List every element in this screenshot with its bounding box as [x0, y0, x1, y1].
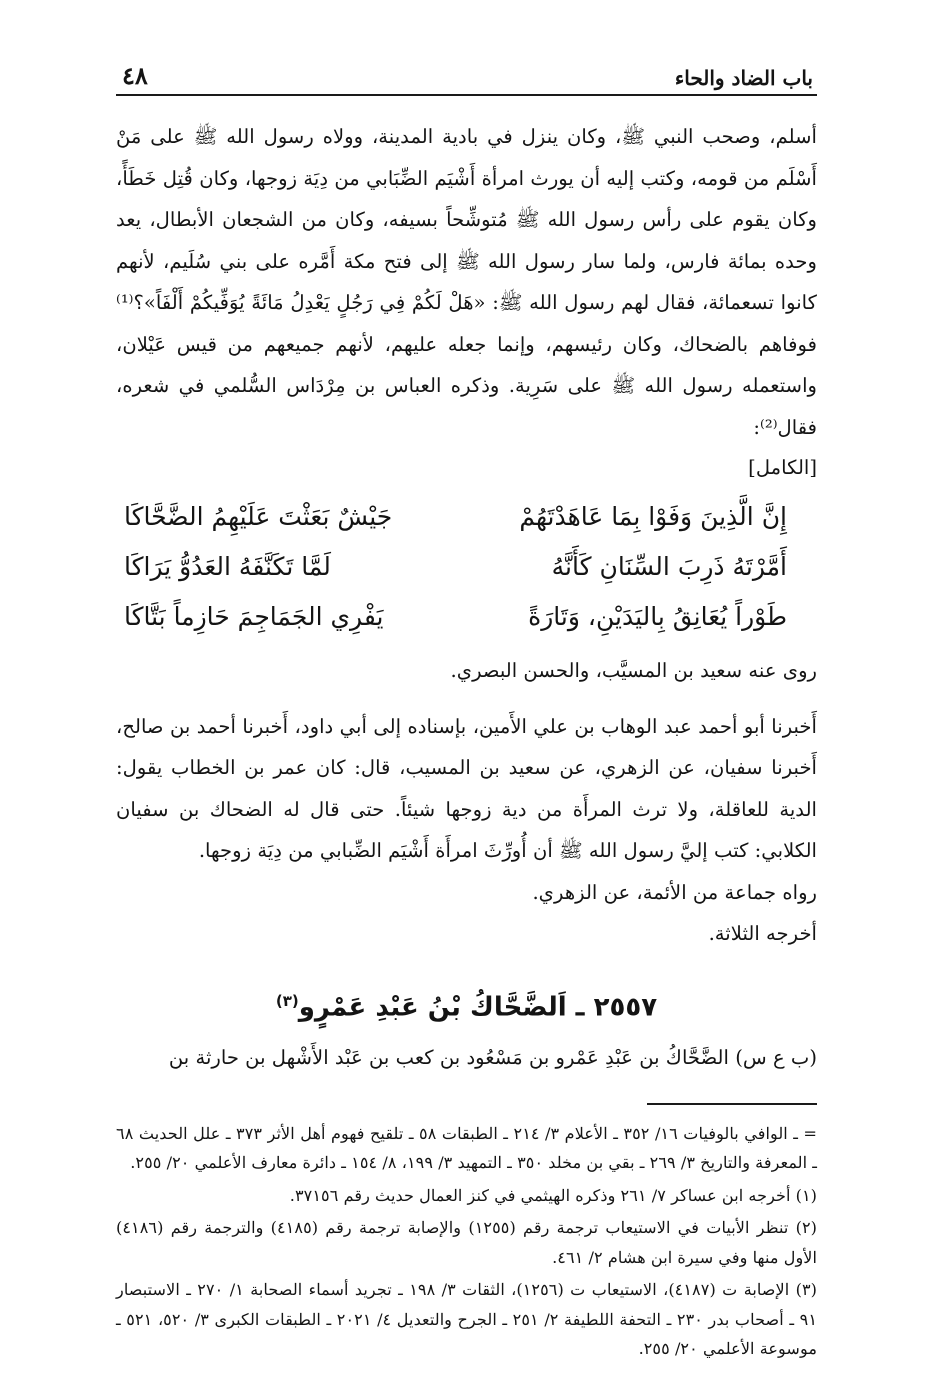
verse-second-hemistich: لَمَّا تَكَنَّفَهُ العَدُوُّ يَرَاكَا: [124, 552, 331, 581]
verse-first-hemistich: أَمَّرْتَهُ ذَرِبَ السِّنَانِ كَأَنَّهُ: [551, 552, 787, 581]
poem: [124, 492, 787, 642]
poem-verse: [124, 592, 787, 642]
narration-note: رواه جماعة من الأئمة، عن الزهري.: [532, 880, 817, 904]
running-title: باب الضاد والحاء: [674, 66, 813, 90]
footnote-divider: [647, 1103, 817, 1105]
poem-verse: [124, 492, 787, 542]
footnotes: [116, 1119, 817, 1364]
sources-note: أخرجه الثلاثة.: [708, 922, 817, 945]
narrators-paragraph: روى عنه سعيد بن المسيَّب، والحسن البصري.: [450, 659, 817, 682]
hadith-paragraph: أَخبرنا أبو أحمد عبد الوهاب بن علي الأَمين، بإسناده إلى أبي داود، أَخبرنا أحمد بن صالح، أَخبرنا سفيان، عن الزهري، عن سعيد بن المسيب، قال: كان عمر بن الخطاب يقول: الدية للعاقلة، ولا ترث المرأَة من دية زوجها شيئاً. حتى قال له الضحاك بن سفيان الكلابي: كتب إليَّ رسول الله ﷺ أن أُورِّثَ امرأَة أَشْيَم الضِّبابي من دِيَة زوجها.: [116, 714, 817, 862]
verse-first-hemistich: إِنَّ الَّذِينَ وَفَوْا بِمَا عَاهَدْتَهُمْ: [519, 502, 787, 531]
footnote-1: (١) أخرجه ابن عساكر ٧/ ٢٦١ وذكره الهيثمي في كنز العمال حديث رقم ٣٧١٥٦.: [289, 1185, 817, 1205]
verse-second-hemistich: جَيْشٌ بَعَثْتَ عَلَيْهِمُ الضَّحَّاكَا: [124, 502, 393, 531]
verse-first-hemistich: طَوْراً يُعَانِقُ بِاليَدَيْنِ، وَتَارَةً: [528, 602, 787, 631]
footnote-3: (٣) الإصابة ت (٤١٨٧)، الاستيعاب ت (١٢٥٦)، الثقات ٣/ ١٩٨ ـ تجريد أسماء الصحابة ١/ ٢٧٠ ـ الاستبصار ٩١ ـ أصحاب بدر ٢٣٠ ـ التحفة اللطيفة ٢/ ٢٥١ ـ الجرح والتعديل ٤/ ٢٠٢١ ـ الطبقات الكبرى ٣/ ٥٢٠، ٥٢١ ـ موسوعة الأعلمي ٢٠/ ٢٥٥.: [116, 1280, 818, 1359]
biography-paragraph: أسلم، وصحب النبي ﷺ، وكان ينزل في بادية المدينة، وولاه رسول الله ﷺ على مَنْ أَسْلَم من قومه، وكتب إليه أن يورث امرأة أَشْيَم الضِّبَابي من دِيَة زوجها، وكان قُتِل خَطَأً، وكان يقوم على رأس رسول الله ﷺ مُتوشِّحاً بسيفه، وكان من الشجعان الأبطال، يعد وحده بمائة فارس، ولما سار رسول الله ﷺ إلى فتح مكة أَمَّره على بني سُلَيم، لأنهم كانوا تسعمائة، فقال لهم رسول الله ﷺ: «هَلْ لَكُمْ فِي رَجُلٍ يَعْدِلُ مَائَةً يُوَفِّيكُمْ أَلْفَاً»؟⁽¹⁾ فوفاهم بالضحاك، وكان رئيسهم، وإنما جعله عليهم، لأنهم جميعهم من قيس عَيْلان، واستعمله رسول الله ﷺ على سَرِية. وذكره العباس بن مِرْدَاس السُّلمي في شعره، فقال⁽²⁾:: [116, 125, 817, 439]
footnote-continuation: = ـ الوافي بالوفيات ١٦/ ٣٥٢ ـ الأعلام ٣/ ٢١٤ ـ الطبقات ٥٨ ـ تلقيح فهوم أهل الأثر ٣٧٣ ـ علل الحديث ٦٨ ـ المعرفة والتاريخ ٣/ ٢٦٩ ـ بقي بن مخلد ٣٥٠ ـ التمهيد ٣/ ١٩٩، ٨/ ١٥٤ ـ دائرة معارف الأعلمي ٢٠/ ٢٥٥.: [116, 1123, 817, 1173]
verse-second-hemistich: يَفْرِي الجَمَاجِمَ حَازِماً بَتَّاكَا: [124, 602, 384, 631]
entry-heading: [116, 977, 817, 1032]
poem-verse: [124, 542, 787, 592]
page-header: [116, 56, 817, 96]
entry-heading-text: ٢٥٥٧ ـ اَلضَّحَّاكُ بْنُ عَبْدِ عَمْرٍو: [298, 992, 658, 1023]
poem-meter-label: [الكامل]: [748, 456, 817, 479]
main-text: [116, 116, 817, 1079]
entry-heading-footnote-mark: (٣): [275, 991, 299, 1010]
page-number: ٤٨: [122, 61, 148, 90]
footnote-2: (٢) تنظر الأبيات في الاستيعاب ترجمة رقم (١٢٥٥) والإصابة ترجمة رقم (٤١٨٥) والترجمة رقم (٤١٨٦) الأول منها وفي سيرة ابن هشام ٢/ ٤٦١.: [116, 1218, 817, 1267]
entry-paragraph: (ب ع س) الضَّحَّاكُ بن عَبْدِ عَمْرو بن مَسْعُود بن كعب بن عَبْد الأَشْهل بن حارثة بن: [168, 1046, 817, 1070]
